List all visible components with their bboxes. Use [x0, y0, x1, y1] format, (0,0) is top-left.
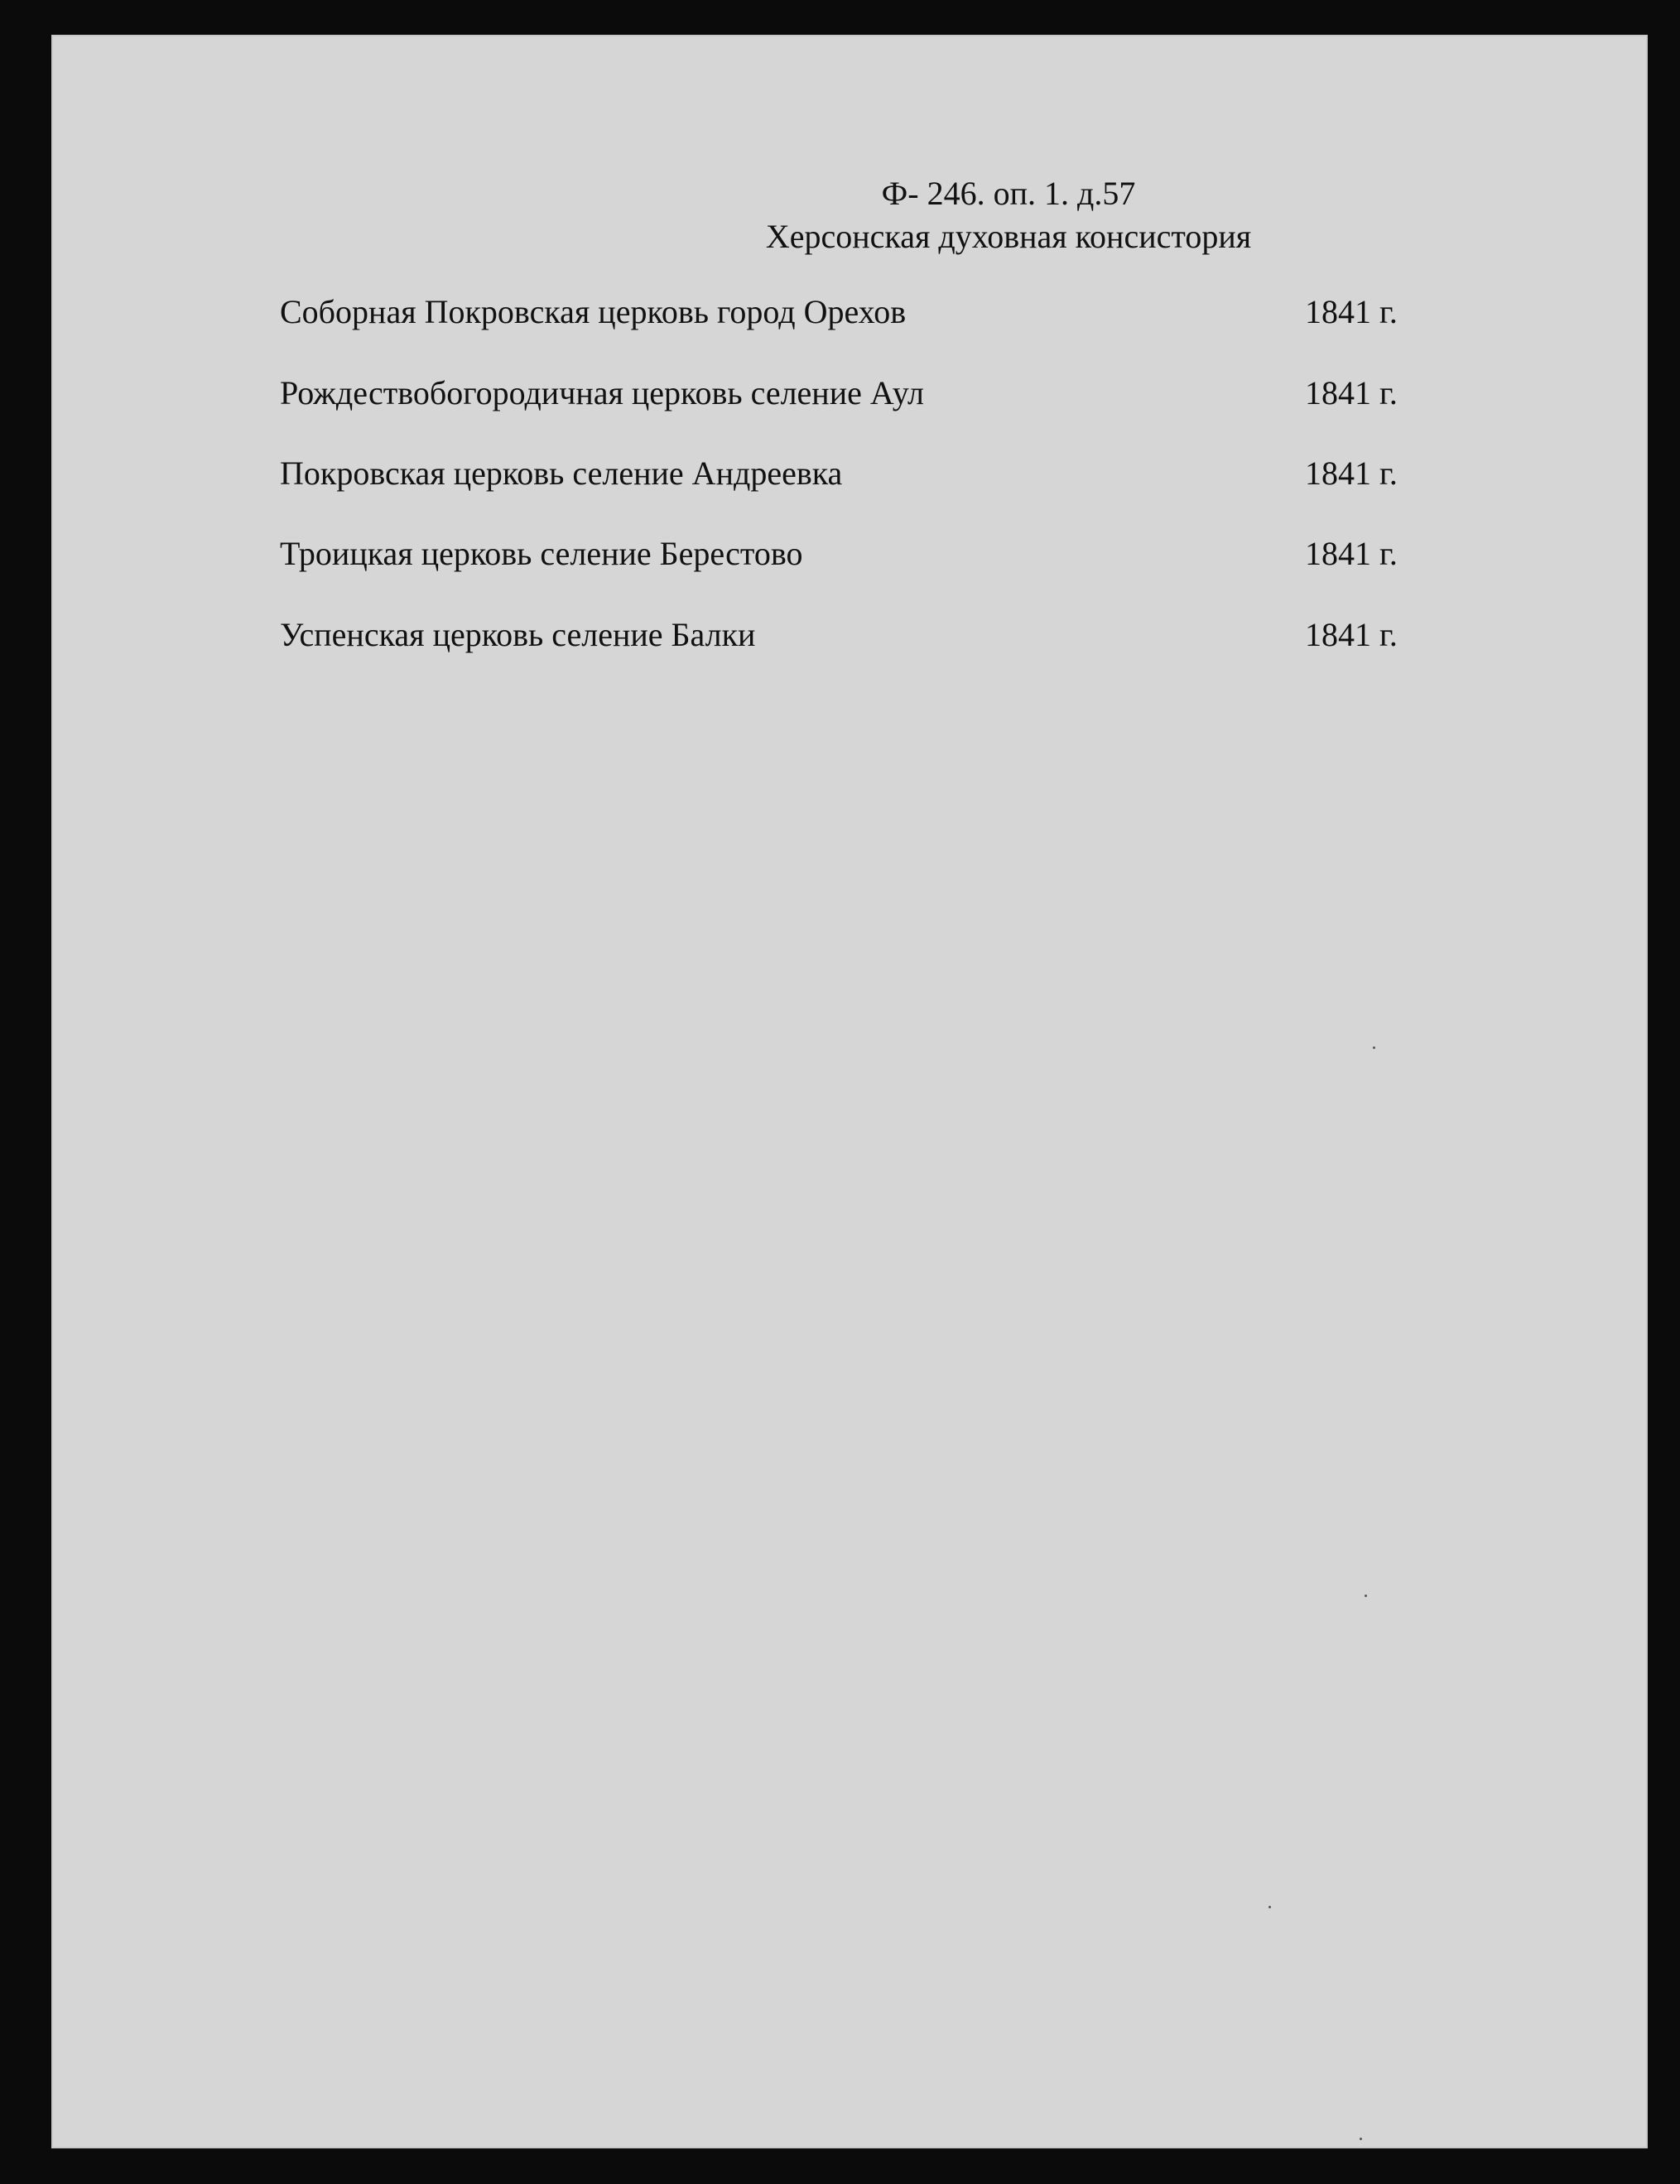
scan-speck — [1360, 2138, 1362, 2140]
entry-year: 1841 г. — [1305, 616, 1398, 653]
document-page — [51, 35, 1648, 2148]
institution-title: Херсонская духовная консистория — [765, 218, 1252, 255]
list-item — [280, 373, 1472, 414]
scan-speck — [1268, 1906, 1271, 1908]
list-item — [280, 291, 1472, 333]
church-name: Соборная Покровская церковь город Орехов — [280, 293, 907, 330]
entry-year: 1841 г. — [1305, 535, 1398, 572]
church-name: Рождествобогородичная церковь селение Аул — [280, 374, 924, 411]
church-name: Успенская церковь селение Балки — [280, 616, 756, 653]
list-item — [280, 614, 1472, 656]
church-name: Покровская церковь селение Андреевка — [280, 455, 843, 492]
list-item — [280, 453, 1472, 494]
list-item — [280, 533, 1472, 575]
archive-reference: Ф- 246. оп. 1. д.57 — [881, 175, 1136, 212]
entry-year: 1841 г. — [1305, 293, 1398, 330]
entry-year: 1841 г. — [1305, 374, 1398, 411]
church-name: Троицкая церковь селение Берестово — [280, 535, 803, 572]
scan-speck — [1373, 1046, 1375, 1049]
scan-speck — [1365, 1595, 1367, 1597]
entry-year: 1841 г. — [1305, 455, 1398, 492]
